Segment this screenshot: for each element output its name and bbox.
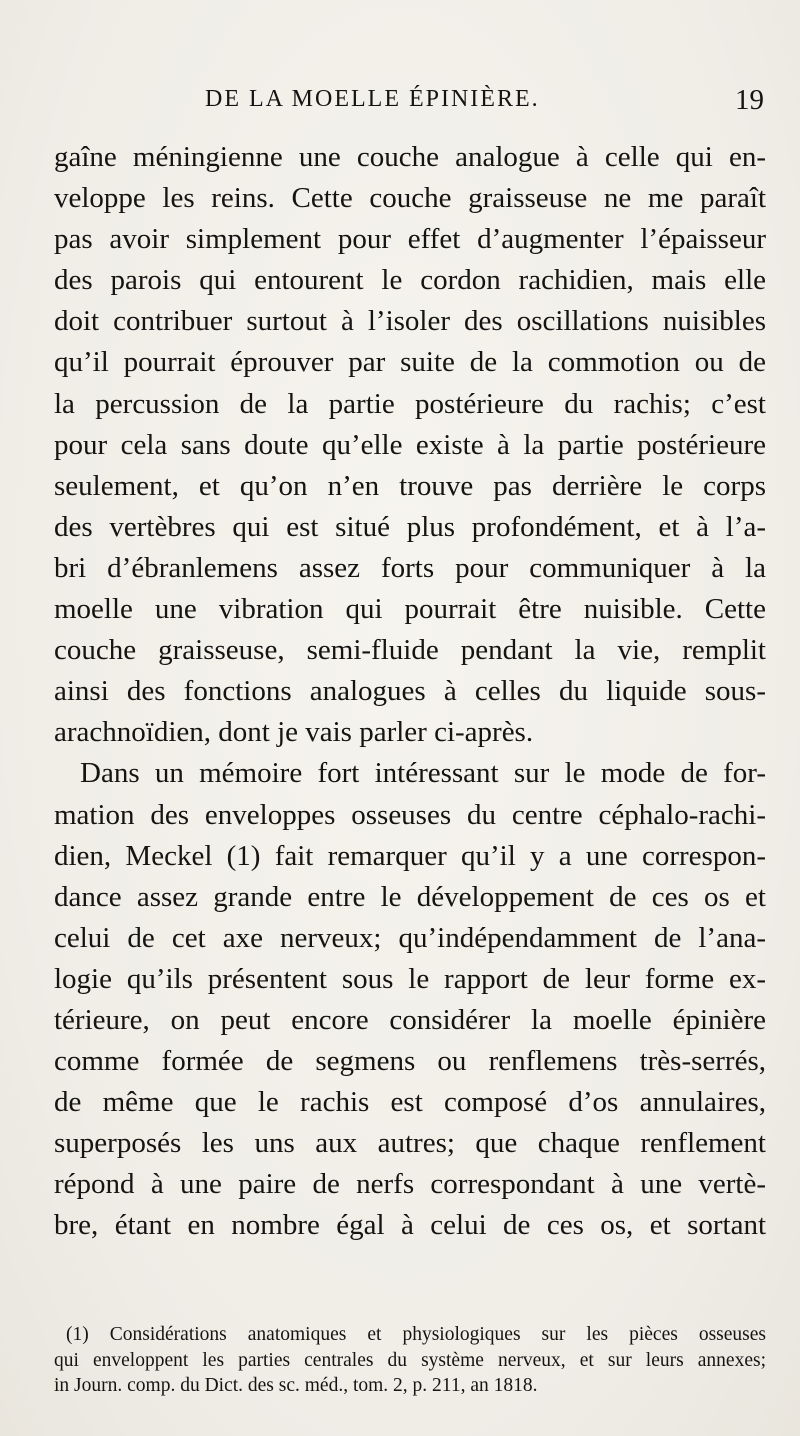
running-title: DE LA MOELLE ÉPINIÈRE. bbox=[205, 86, 540, 112]
text-line: bre, étant en nombre égal à celui de ces os, et sortant bbox=[54, 1209, 766, 1242]
text-line: pas avoir simplement pour effet d’augmenter l’épaisseur bbox=[54, 223, 766, 256]
text-line: térieure, on peut encore considérer la moelle épinière bbox=[54, 1003, 766, 1036]
text-line: seulement, et qu’on n’en trouve pas derrière le corps bbox=[54, 469, 766, 502]
text-line: logie qu’ils présentent sous le rapport de leur forme ex- bbox=[54, 962, 766, 995]
running-head bbox=[0, 86, 800, 116]
page-number: 19 bbox=[735, 84, 764, 116]
text-line: superposés les uns aux autres; que chaque renflement bbox=[54, 1127, 766, 1160]
paragraph-last-line: arachnoïdien, dont je vais parler ci-après. bbox=[54, 716, 534, 749]
text-line: mation des enveloppes osseuses du centre céphalo-rachi- bbox=[54, 798, 766, 831]
text-line: comme formée de segmens ou renflemens très-serrés, bbox=[54, 1045, 766, 1078]
text-line: ainsi des fonctions analogues à celles du liquide sous- bbox=[54, 675, 766, 708]
text-line: celui de cet axe nerveux; qu’indépendamment de l’ana- bbox=[54, 921, 766, 954]
text-line: moelle une vibration qui pourrait être nuisible. Cette bbox=[54, 593, 766, 626]
body-text bbox=[54, 137, 766, 1247]
text-line: doit contribuer surtout à l’isoler des oscillations nuisibles bbox=[54, 305, 766, 338]
text-line: qu’il pourrait éprouver par suite de la commotion ou de bbox=[54, 346, 766, 379]
text-line: veloppe les reins. Cette couche graisseuse ne me paraît bbox=[54, 182, 766, 215]
text-line: de même que le rachis est composé d’os annulaires, bbox=[54, 1086, 766, 1119]
footnote-line: (1) Considérations anatomiques et physiologiques sur les pièces osseuses bbox=[66, 1324, 766, 1345]
text-line: gaîne méningienne une couche analogue à celle qui en- bbox=[54, 141, 766, 173]
footnote-line: in Journ. comp. du Dict. des sc. méd., tom. 2, p. 211, an 1818. bbox=[54, 1375, 538, 1396]
footnote-line: qui enveloppent les parties centrales du système nerveux, et sur leurs annexes; bbox=[54, 1349, 766, 1371]
footnote bbox=[54, 1322, 766, 1399]
text-line: répond à une paire de nerfs correspondant à une vertè- bbox=[54, 1168, 766, 1201]
text-line: couche graisseuse, semi-fluide pendant la vie, remplit bbox=[54, 634, 766, 667]
text-line: des parois qui entourent le cordon rachidien, mais elle bbox=[54, 264, 766, 297]
text-line: la percussion de la partie postérieure du rachis; c’est bbox=[54, 387, 766, 420]
text-line: bri d’ébranlemens assez forts pour communiquer à la bbox=[54, 551, 766, 584]
text-line: des vertèbres qui est situé plus profondément, et à l’a- bbox=[54, 510, 766, 543]
text-line: pour cela sans doute qu’elle existe à la partie postérieure bbox=[54, 428, 766, 461]
text-line: dien, Meckel (1) fait remarquer qu’il y a une correspon- bbox=[54, 839, 766, 872]
paragraph-first-line: Dans un mémoire fort intéressant sur le mode de for- bbox=[80, 757, 766, 790]
text-line: dance assez grande entre le développement de ces os et bbox=[54, 880, 766, 913]
